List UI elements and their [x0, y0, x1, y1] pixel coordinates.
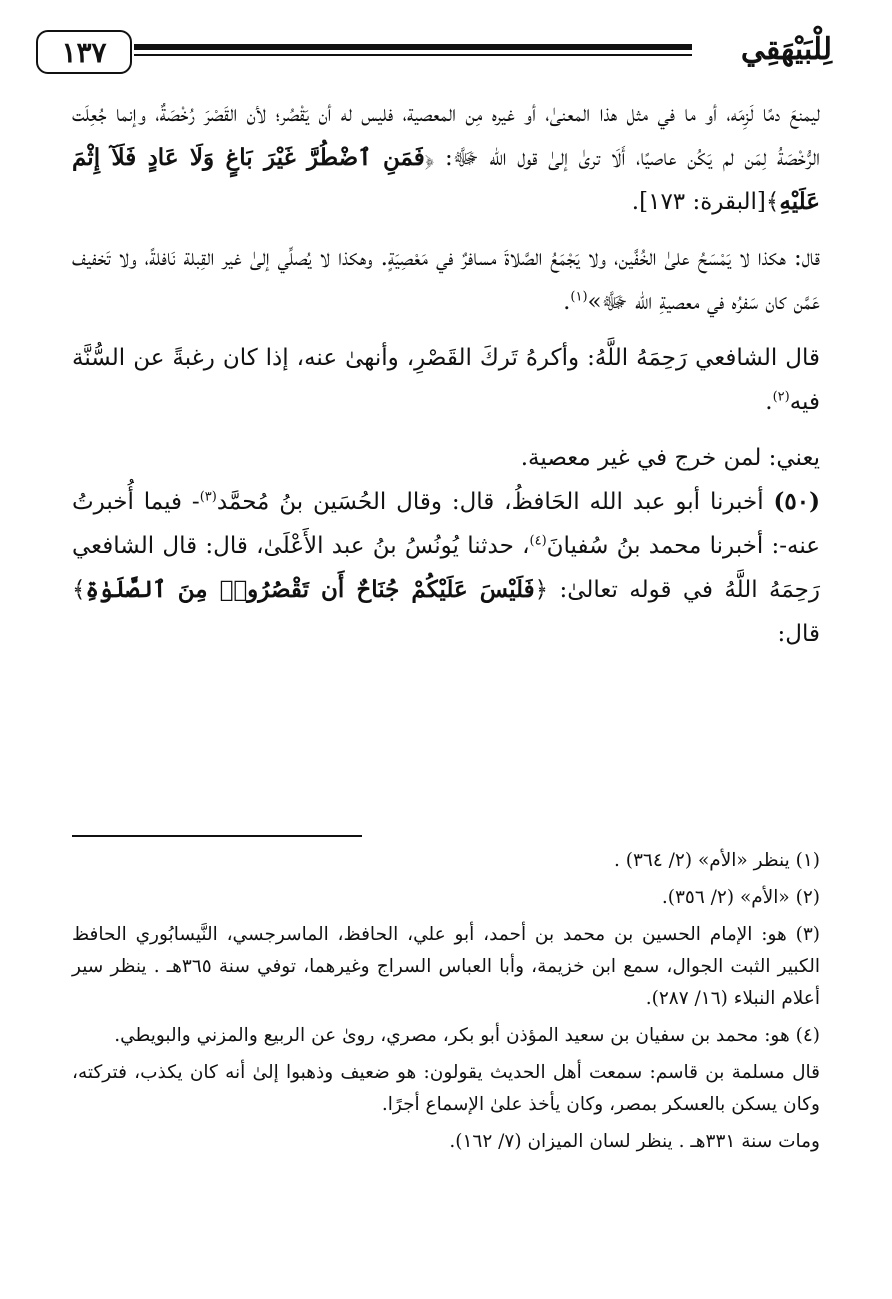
footnote-ref-2[interactable]: (٢): [772, 389, 790, 405]
quran-bracket-open: ﴿: [534, 577, 549, 603]
hadith-number: (٥٠): [773, 488, 820, 515]
footnote-separator: [72, 835, 362, 837]
text-line: الله ﷻ»: [587, 289, 653, 315]
footnote-4: (٤) هو: محمد بن سفيان بن سعيد المؤذن أبو بكر، مصري، روىٰ عن الربيع والمزني والبويطي.: [114, 1025, 820, 1046]
footnote-3: (٣) هو: الإمام الحسين بن محمد بن أحمد، أبو علي، الحافظ، الماسرجسي، النَّيسابُوري الحافظ الكبير الثبت الجوال، سمع ابن خزيمة، وأبا العباس السراج وغيرهما، توفي سنة ٣٦٥هـ . ينظر سير أعلام النبلاء (١٦/ ٢٨٧).: [72, 924, 820, 1009]
quran-bracket-close: ﴾: [765, 189, 780, 215]
text-line: ليمنعَ دمًا لَزِمَه، أو ما في مثل هذا المعنىٰ، أو غيره مِن المعصية، فليس له أن: [318, 101, 820, 127]
verse-reference: [البقرة: ١٧٣].: [631, 189, 766, 215]
footnote-ref-4[interactable]: (٤): [529, 533, 547, 549]
text-line: السُّنَّة فيه: [72, 345, 820, 415]
text-line: قال: هكذا لا يَمْسَحُ علىٰ الخُفَّين، ولا يَجْمَعُ الصَّلاةَ مسافرٌ في مَعْصِيَةٍ.: [380, 245, 821, 271]
footnote-ref-1[interactable]: (١): [570, 289, 588, 305]
quran-verse: ٱلصَّلَوٰةِ: [85, 576, 167, 603]
text-line: فيما أُخبرتُ عنه-: أخبرنا محمد بنُ سُفيانَ: [72, 489, 820, 559]
text-line: يَقْصُر؛ لأن القَصْرَ رُخْصَةٌ، وإنما جُعِلَت الرُّخْصَةُ لِمَن لم يَكُن عاصيًا، أَلَا: [72, 101, 820, 171]
paragraph-4: [72, 436, 820, 480]
footnote-4-continued: قال مسلمة بن قاسم: سمعت أهل الحديث يقولون: هو ضعيف وذهبوا إلىٰ أنه كان يكذب، فتركته، وكان يسكن بالعسكر بمصر، وكان يأخذ علىٰ الإسماع أجرًا.: [72, 1062, 820, 1115]
paragraph-5: (٥٠) أخبرنا أبو عبد الله الحَافظُ، قال: وقال الحُسَين بنُ مُحمَّد$^{(٣)}$- فيما أُخبرتُ عنه-: أخبرنا محمد بنُ سُفيانَ$^{(٤)}$، حدثنا يُونُسُ بنُ عبد الأَعْلَىٰ، قال: قال الشافعي رَحِمَهُ اللَّهُ في قوله تعالىٰ: ﴿فَلَيْسَ عَلَيْكُمْ جُنَاحٌ أَن تَقْصُرُوا۟ مِنَ ٱلصَّلَوٰةِ﴾ قال:: [72, 488, 820, 647]
text-line: يعني: لمن خرج في غير معصية.: [520, 445, 820, 471]
page-header: [36, 30, 832, 90]
running-title: لِلْبَيْهَقِي: [740, 32, 832, 67]
footnote-4-continued: ومات سنة ٣٣١هـ . ينظر لسان الميزان (٧/ ١٦٢).: [449, 1131, 820, 1152]
text-line: أخبرنا أبو عبد الله الحَافظُ، قال: وقال الحُسَين بنُ مُحمَّد: [216, 489, 774, 515]
quran-bracket-close: ﴾: [72, 577, 86, 603]
footnote-2: (٢) «الأم» (٢/ ٣٥٦).: [661, 887, 820, 908]
main-text: [72, 92, 820, 656]
quran-verse: فَلَيْسَ عَلَيْكُمْ جُنَاحٌ أَن تَقْصُرُوا۟ مِنَ: [177, 576, 535, 603]
footnote-ref-3[interactable]: (٣): [199, 489, 217, 505]
paragraph-2: قال: هكذا لا يَمْسَحُ علىٰ الخُفَّين، ولا يَجْمَعُ الصَّلاةَ مسافرٌ في مَعْصِيَةٍ. وهكذا لا يُصلِّي إلىٰ غير القِبلة نَافلةً، ولا تَخفيف عَمَّن كان سَفرُه في معصيةِ الله ﷻ»$^{(١)}$.: [72, 245, 821, 315]
text-line: قال: قال الشافعي رَحِمَهُ اللَّهُ في قوله تعالىٰ:: [72, 533, 820, 603]
quran-verse: فَمَنِ ٱضْطُرَّ غَيْرَ بَاغٍ وَلَا عَادٍ فَلَآ إِثْمَ عَلَيْهِ: [72, 144, 820, 215]
header-rule-thick: [134, 44, 692, 50]
header-rule-thin: [134, 54, 692, 56]
footnotes: [72, 845, 820, 1163]
page-number: ١٣٧: [36, 30, 132, 74]
quran-bracket-open: ﴿: [424, 145, 435, 171]
text-line: ترىٰ إلىٰ قول الله ﷻ:: [434, 145, 601, 171]
text-line: قال الشافعي رَحِمَهُ اللَّهُ: وأكرهُ تَركَ القَصْرِ، وأنهىٰ عنه، إذا كان رغبةً عن: [133, 345, 820, 371]
text-line: وهكذا لا يُصلِّي إلىٰ غير القِبلة نَافلةً، ولا تَخفيف عَمَّن كان سَفرُه في معصيةِ: [72, 245, 820, 315]
footnote-1: (١) ينظر «الأم» (٢/ ٣٦٤) .: [614, 850, 820, 871]
paragraph-1: [72, 92, 820, 224]
paragraph-3: قال الشافعي رَحِمَهُ اللَّهُ: وأكرهُ تَركَ القَصْرِ، وأنهىٰ عنه، إذا كان رغبةً عن السُّنَّة فيه$^{(٢)}$.: [72, 345, 820, 415]
